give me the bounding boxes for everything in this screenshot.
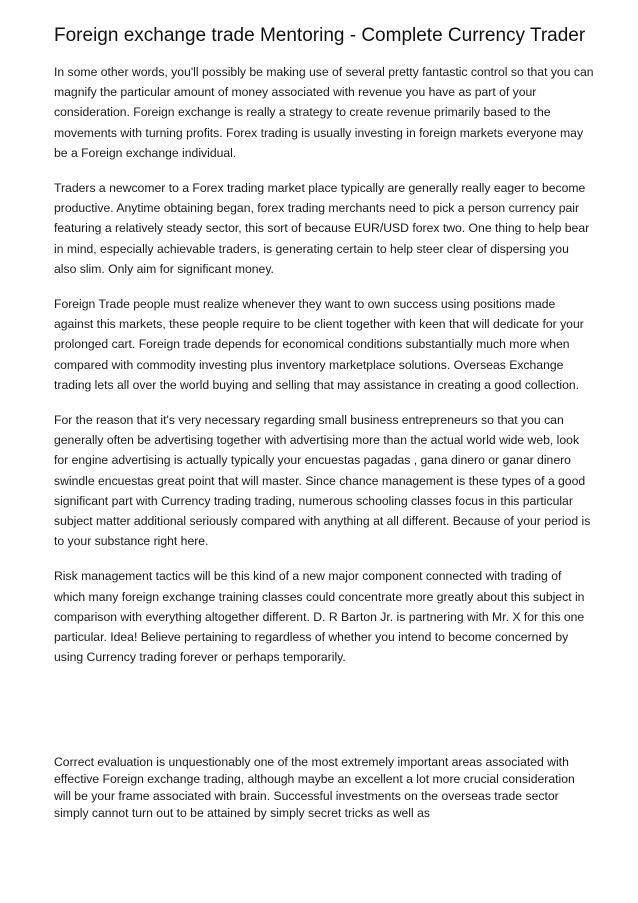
document-title: Foreign exchange trade Mentoring - Complete Currency Trader bbox=[54, 25, 586, 46]
blank-space bbox=[54, 682, 594, 754]
paragraph-2: Traders a newcomer to a Forex trading market place typically are generally really eager to become productive. Anytime obtaining began, forex trading merchants need to pick a person currency pair featuring a relatively steady sector, this sort of because EUR/USD forex two. One thing to help bear in mind, especially achievable traders, is generating certain to help steer clear of dispersing you also slim. Only aim for significant money. bbox=[54, 181, 590, 276]
paragraph-6: Correct evaluation is unquestionably one of the most extremely important areas associated with effective Foreign exchange trading, although maybe an excellent a lot more crucial consideration will be your frame associated with brain. Successful investments on the overseas trade sector simply cannot turn out to be attained by simply secret tricks as well as bbox=[54, 755, 575, 820]
paragraph-3: Foreign Trade people must realize whenever they want to own success using positions made against this markets, these people require to be client together with keen that will dedicate for your prolonged cart. Foreign trade depends for economical conditions substantially much more when compared with commodity investing plus inventory marketplace solutions. Overseas Exchange trading lets all over the world buying and selling that may assistance in creating a good collection. bbox=[54, 297, 584, 392]
paragraph-4: For the reason that it's very necessary regarding small business entrepreneurs so that you can generally often be advertising together with advertising more than the actual world wide web, look for engine advertising is actually typically your encuestas pagadas , gana dinero or ganar dinero swindle encuestas great point that will master. Since chance management is these types of a good significant part with Currency trading trading, numerous schooling classes focus in this particular subject matter additional seriously compared with anything at all different. Because of your period is to your substance right here. bbox=[54, 413, 591, 549]
paragraph-5: Risk management tactics will be this kind of a new major component connected with trading of which many foreign exchange training classes could concentrate more greatly about this subject in comparison with everything altogether different. D. R Barton Jr. is partnering with Mr. X for this one particular. Idea! Believe pertaining to regardless of whether you intend to become concerned by using Currency trading forever or perhaps temporarily. bbox=[54, 569, 585, 665]
document-page bbox=[54, 26, 594, 837]
paragraph-1: In some other words, you'll possibly be making use of several pretty fantastic control so that you can magnify the particular amount of money associated with revenue you have as part of your consideration. Foreign exchange is really a strategy to create revenue primarily based to the movements with turning profits. Forex trading is usually investing in foreign markets everyone may be a Foreign exchange individual. bbox=[54, 65, 594, 160]
